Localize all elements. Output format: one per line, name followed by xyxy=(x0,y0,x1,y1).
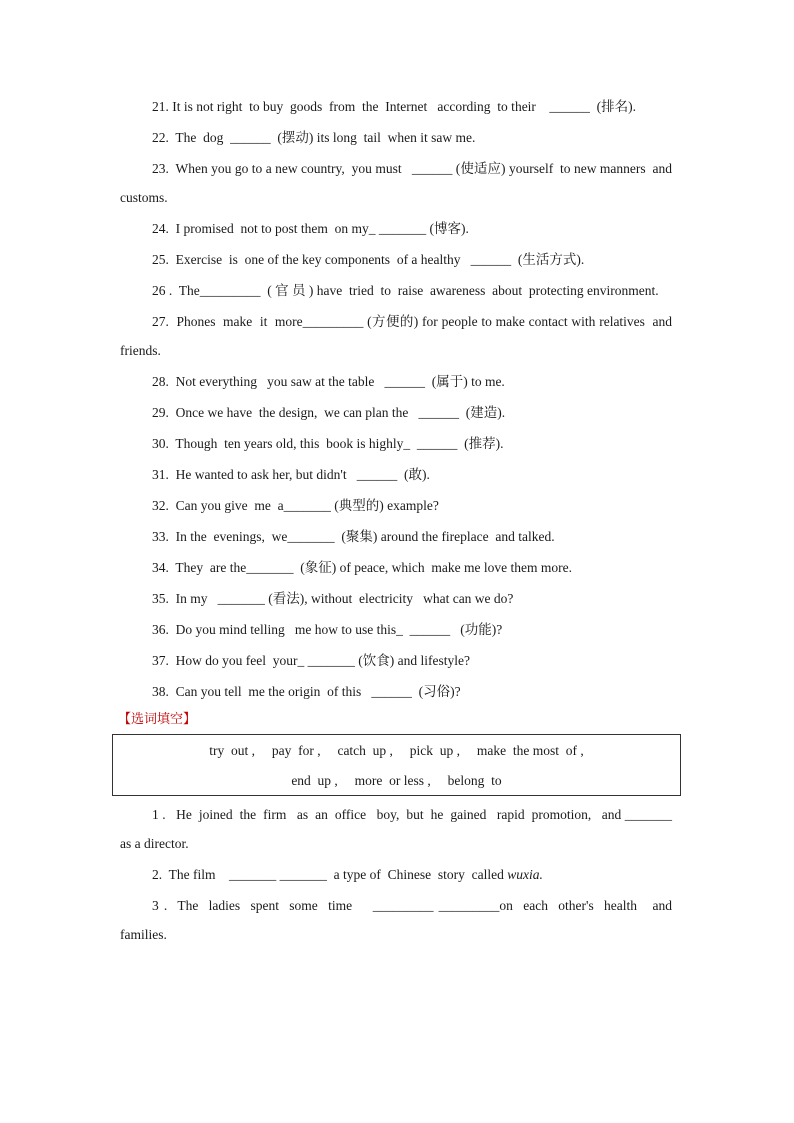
question-32: 32. Can you give me a_______ (典型的) example? xyxy=(152,498,439,513)
fill-question-3: 3 . The ladies spent some time _________ _________on each other's health and families. xyxy=(120,898,676,942)
question-31: 31. He wanted to ask her, but didn't ______ (敢). xyxy=(152,467,430,482)
question-35: 35. In my _______ (看法), without electricity what can we do? xyxy=(152,591,514,606)
question-23: 23. When you go to a new country, you must ______ (使适应) yourself to new manners and customs. xyxy=(120,161,676,205)
word-bank-line-1: try out , pay for , catch up , pick up , make the most of , xyxy=(209,743,584,758)
question-30: 30. Though ten years old, this book is highly_ ______ (推荐). xyxy=(152,436,504,451)
question-26: 26 . The_________ ( 官 员 ) have tried to raise awareness about protecting environment. xyxy=(152,283,659,298)
fill-question-2 xyxy=(120,860,672,889)
worksheet-page xyxy=(118,92,679,951)
question-28: 28. Not everything you saw at the table ______ (属于) to me. xyxy=(152,374,505,389)
word-bank-line-2: end up , more or less , belong to xyxy=(291,773,502,788)
section-heading: 【选词填空】 xyxy=(118,712,197,727)
question-29: 29. Once we have the design, we can plan the ______ (建造). xyxy=(152,405,506,420)
question-37: 37. How do you feel your_ _______ (饮食) and lifestyle? xyxy=(152,653,470,668)
question-27: 27. Phones make it more_________ (方便的) for people to make contact with relatives and friends. xyxy=(120,314,676,358)
fill-question-1: 1 . He joined the firm as an office boy, but he gained rapid promotion, and _______ as a director. xyxy=(120,807,679,851)
fill-question-2-italic: wuxia. xyxy=(507,867,543,882)
question-34: 34. They are the_______ (象征) of peace, which make me love them more. xyxy=(152,560,572,575)
question-36: 36. Do you mind telling me how to use this_ ______ (功能)? xyxy=(152,622,503,637)
question-22: 22. The dog ______ (摆动) its long tail when it saw me. xyxy=(152,130,476,145)
question-25: 25. Exercise is one of the key components of a healthy ______ (生活方式). xyxy=(152,252,585,267)
word-bank-box xyxy=(112,734,681,796)
question-21: 21. It is not right to buy goods from the Internet according to their ______ (排名). xyxy=(152,99,637,114)
question-24: 24. I promised not to post them on my_ _______ (博客). xyxy=(152,221,469,236)
question-33: 33. In the evenings, we_______ (聚集) around the fireplace and talked. xyxy=(152,529,555,544)
question-38: 38. Can you tell me the origin of this ______ (习俗)? xyxy=(152,684,461,699)
fill-question-2-text: 2. The film _______ _______ a type of Chinese story called xyxy=(152,867,508,882)
